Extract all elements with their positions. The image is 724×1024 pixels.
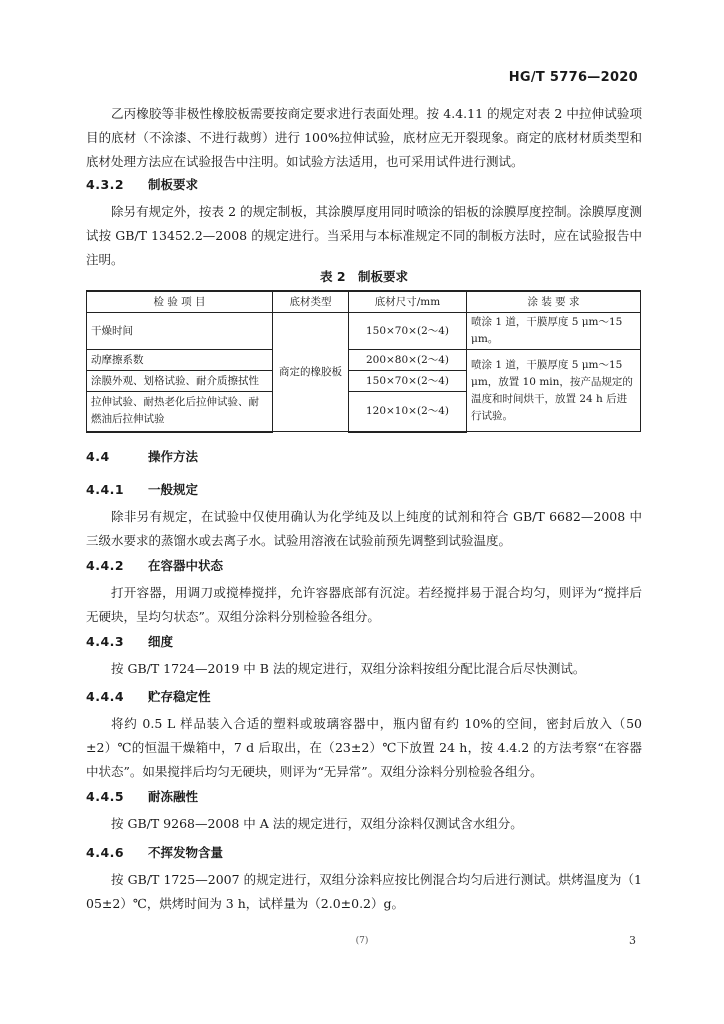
cell-item: 动摩擦系数	[87, 350, 273, 371]
cell-size: 120×10×(2～4)	[349, 392, 467, 432]
section-number: 4.4.5	[86, 789, 125, 804]
section-title: 细度	[148, 634, 174, 649]
cell-size: 150×70×(2～4)	[349, 371, 467, 392]
section-4-4-5-heading	[86, 788, 198, 806]
board-requirements-table	[86, 290, 641, 433]
section-title: 操作方法	[148, 449, 199, 464]
section-4-3-2-heading	[86, 176, 198, 194]
intro-paragraph: 乙丙橡胶等非极性橡胶板需要按商定要求进行表面处理。按 4.4.11 的规定对表 2 中拉伸试验项目的底材（不涂漆、不进行裁剪）进行 100%拉伸试验，底材应无开裂现象。商定的底材材质类型和底材处理方法应在试验报告中注明。如试验方法适用，也可采用试件进行测试。	[86, 106, 642, 169]
header-coating: 涂 装 要 求	[467, 291, 641, 313]
table-header-row	[87, 291, 641, 313]
section-4-4-3-heading	[86, 633, 173, 651]
section-number: 4.4.3	[86, 634, 125, 649]
section-4-4-6-text: 按 GB/T 1725—2007 的规定进行，双组分涂料应按比例混合均匀后进行测试。烘烤温度为（105±2）℃，烘烤时间为 3 h，试样量为（2.0±0.2）g。	[86, 872, 642, 911]
section-4-4-1-text: 除非另有规定，在试验中仅使用确认为化学纯及以上纯度的试剂和符合 GB/T 6682—2008 中三级水要求的蒸馏水或去离子水。试验用溶液在试验前预先调整到试验温度。	[86, 509, 642, 548]
cell-size: 150×70×(2～4)	[349, 313, 467, 350]
section-number: 4.4.1	[86, 482, 125, 497]
table-row	[87, 350, 641, 371]
section-number: 4.4.2	[86, 558, 125, 573]
section-4-4-1-heading	[86, 481, 198, 499]
section-4-4-5-text: 按 GB/T 9268—2008 中 A 法的规定进行，双组分涂料仅测试含水组分。	[111, 816, 523, 831]
header-item: 检 验 项 目	[87, 291, 273, 313]
section-title: 制板要求	[148, 177, 199, 192]
section-title: 不挥发物含量	[148, 845, 224, 860]
section-4-4-6-heading	[86, 844, 223, 862]
cell-substrate: 商定的橡胶板	[273, 313, 349, 432]
standard-number: HG/T 5776—2020	[508, 70, 638, 85]
cell-item: 涂膜外观、划格试验、耐介质擦拭性	[87, 371, 273, 392]
section-4-4-4-heading	[86, 688, 211, 706]
section-title: 耐冻融性	[148, 789, 199, 804]
cell-coating: 喷涂 1 道，干膜厚度 5 μm～15 μm，放置 10 min，按产品规定的温度和时间烘干，放置 24 h 后进行试验。	[467, 350, 641, 432]
table-row	[87, 313, 641, 350]
footer-mark: (7)	[355, 936, 369, 946]
section-number: 4.3.2	[86, 177, 125, 192]
section-title: 贮存稳定性	[148, 689, 211, 704]
page-number: 3	[629, 934, 636, 947]
cell-item: 干燥时间	[87, 313, 273, 350]
cell-coating: 喷涂 1 道，干膜厚度 5 μm～15 μm。	[467, 313, 641, 350]
cell-size: 200×80×(2～4)	[349, 350, 467, 371]
section-number: 4.4.6	[86, 845, 125, 860]
table-caption: 表 2 制板要求	[319, 269, 409, 284]
section-title: 一般规定	[148, 482, 199, 497]
section-title: 在容器中状态	[148, 558, 224, 573]
section-number: 4.4.4	[86, 689, 125, 704]
header-size: 底材尺寸/mm	[349, 291, 467, 313]
cell-item: 拉伸试验、耐热老化后拉伸试验、耐燃油后拉伸试验	[87, 392, 273, 432]
section-4-4-2-text: 打开容器，用调刀或搅棒搅拌，允许容器底部有沉淀。若经搅拌易于混合均匀，则评为“搅拌后无硬块，呈均匀状态”。双组分涂料分别检验各组分。	[86, 585, 642, 624]
section-4-3-2-text: 除另有规定外，按表 2 的规定制板，其涂膜厚度用同时喷涂的铝板的涂膜厚度控制。涂膜厚度测试按 GB/T 13452.2—2008 的规定进行。当采用与本标准规定不同的制板方法时，应在试验报告中注明。	[86, 204, 642, 267]
section-number: 4.4	[86, 449, 110, 464]
header-substrate: 底材类型	[273, 291, 349, 313]
section-4-4-heading	[86, 448, 198, 466]
section-4-4-2-heading	[86, 557, 223, 575]
section-4-4-4-text: 将约 0.5 L 样品装入合适的塑料或玻璃容器中，瓶内留有约 10%的空间，密封后放入（50±2）℃的恒温干燥箱中，7 d 后取出，在（23±2）℃下放置 24 h，按 4.4.2 的方法考察“在容器中状态”。如果搅拌后均匀无硬块，则评为“无异常”。双组分涂料分别检验各组分。	[86, 716, 642, 779]
section-4-4-3-text: 按 GB/T 1724—2019 中 B 法的规定进行，双组分涂料按组分配比混合后尽快测试。	[111, 661, 586, 676]
